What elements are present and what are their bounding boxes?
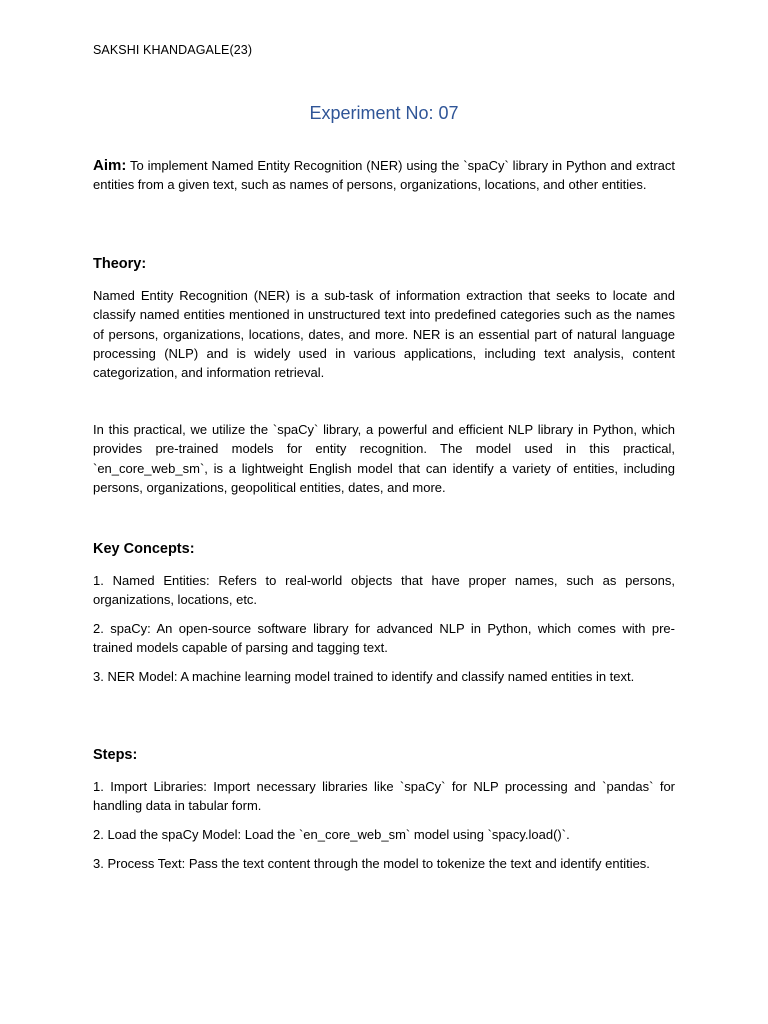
experiment-title: Experiment No: 07	[309, 103, 459, 123]
theory-heading: Theory:	[93, 256, 147, 272]
theory-paragraph-1: Named Entity Recognition (NER) is a sub-task of information extraction that seeks to locate and classify named entities mentioned in unstructured text into predefined categories such as the names of persons, organizations, locations, dates, and more. NER is an essential part of natural language processing (NLP) and is widely used in various applications, including text analysis, content categorization, and information retrieval.	[93, 288, 675, 381]
aim-label: Aim:	[93, 157, 127, 174]
key-concepts-heading: Key Concepts:	[93, 541, 195, 557]
document-page	[93, 0, 675, 1024]
aim-paragraph	[93, 156, 675, 195]
step-item-1: 1. Import Libraries: Import necessary libraries like `spaCy` for NLP processing and `pandas` for handling data in tabular form.	[93, 779, 675, 814]
key-concept-item-3: 3. NER Model: A machine learning model trained to identify and classify named entities in text.	[93, 669, 635, 684]
author-header: SAKSHI KHANDAGALE(23)	[93, 43, 253, 57]
theory-paragraph-2: In this practical, we utilize the `spaCy` library, a powerful and efficient NLP library in Python, which provides pre-trained models for entity recognition. The model used in this practical, `en_core_web_sm`, is a lightweight English model that can identify a variety of entities, including persons, organizations, geopolitical entities, dates, and more.	[93, 422, 675, 495]
step-item-3: 3. Process Text: Pass the text content through the model to tokenize the text and identify entities.	[93, 856, 650, 871]
aim-text: To implement Named Entity Recognition (NER) using the `spaCy` library in Python and extract entities from a given text, such as names of persons, organizations, locations, and other entities.	[93, 158, 675, 193]
key-concept-item-2: 2. spaCy: An open-source software library for advanced NLP in Python, which comes with pre-trained models capable of parsing and tagging text.	[93, 621, 675, 656]
steps-heading: Steps:	[93, 747, 138, 763]
key-concept-item-1: 1. Named Entities: Refers to real-world objects that have proper names, such as persons, organizations, locations, etc.	[93, 573, 675, 608]
step-item-2: 2. Load the spaCy Model: Load the `en_core_web_sm` model using `spacy.load()`.	[93, 827, 570, 842]
